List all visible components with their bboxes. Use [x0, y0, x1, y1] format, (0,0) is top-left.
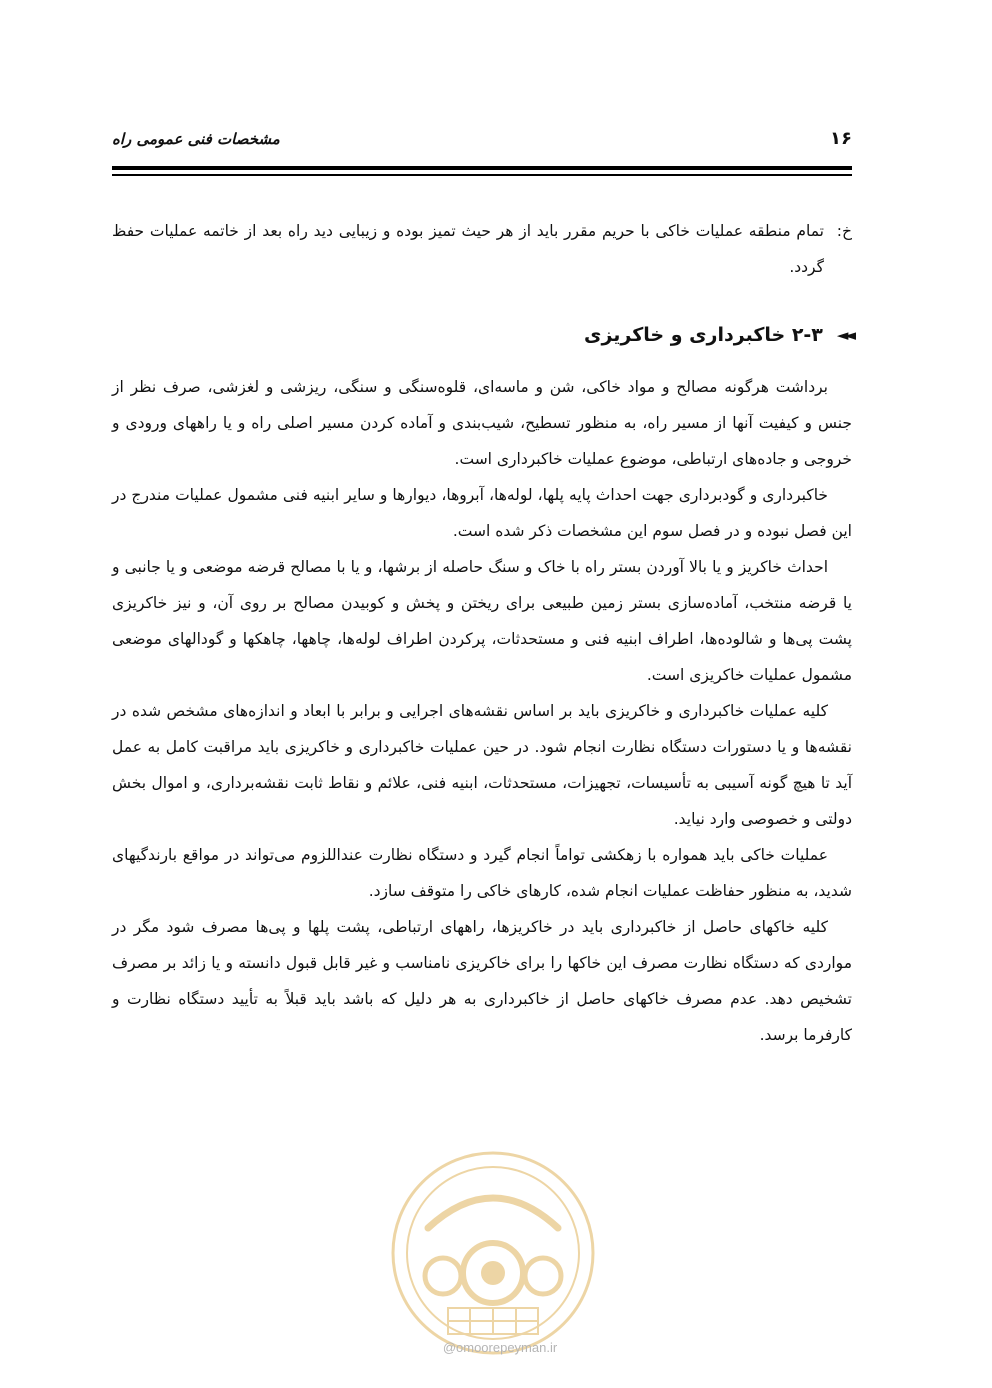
item-marker: خ: — [836, 222, 852, 240]
paragraph: برداشت هرگونه مصالح و مواد خاکی، شن و ماسه‌ای، قلوه‌سنگی و سنگی، ریزشی و لغزشی، صرف نظر از جنس و کیفیت آنها از مسیر راه، به منظور تسطیح، شیب‌بندی و آماده کردن مسیر اصلی راه و یا راههای ورودی و خروجی و جاده‌های ارتباطی، موضوع عملیات خاکبرداری است. — [112, 378, 852, 468]
paragraph: خاکبرداری و گودبرداری جهت احداث پایه پلها، لوله‌ها، آبروها، دیوارها و سایر ابنیه فنی مشمول عملیات مندرج در این فصل نبوده و در فصل سوم این مشخصات ذکر شده است. — [112, 486, 852, 540]
item-text: تمام منطقه عملیات خاکی با حریم مقرر باید از هر حیث تمیز بوده و زیبایی دید راه بعد از خاتمه عملیات حفظ گردد. — [112, 222, 824, 276]
paragraph: کلیه خاکهای حاصل از خاکبرداری باید در خاکریزها، راههای ارتباطی، پشت پلها و پی‌ها مصرف شود مگر در مواردی که دستگاه نظارت مصرف این خاکها را برای خاکریزی نامناسب و غیر قابل قبول دانسته و یا زائد بر مصرف تشخیص دهد. عدم مصرف خاکهای حاصل از خاکبرداری به هر دلیل که باشد باید قبلاً به تأیید دستگاه نظارت و کارفرما برسد. — [112, 918, 852, 1044]
paragraph: عملیات خاکی باید همواره با زهکشی تواماً انجام گیرد و دستگاه نظارت عنداللزوم می‌تواند در مواقع بارندگیهای شدید، به منظور حفاظت عملیات انجام شده، کارهای خاکی را متوقف سازد. — [112, 846, 852, 900]
running-title: مشخصات فنی عمومی راه — [112, 130, 280, 148]
double-arrow-icon: ◄◄ — [836, 326, 852, 344]
paragraph: کلیه عملیات خاکبرداری و خاکریزی باید بر اساس نقشه‌های اجرایی و برابر با ابعاد و اندازه‌های مشخص شده در نقشه‌ها و یا دستورات دستگاه نظارت انجام شود. در حین عملیات خاکبرداری و خاکریزی باید مراقبت کامل به عمل آید تا هیچ گونه آسیبی به تأسیسات، تجهیزات، مستحدثات، ابنیه فنی، علائم و نقاط ثابت نقشه‌برداری، و اموال بخش دولتی و خصوصی وارد نیاید. — [112, 702, 852, 828]
section-title: ۲-۳ خاکبرداری و خاکریزی — [584, 324, 823, 346]
page-content — [112, 213, 852, 1053]
watermark-seal-logo — [388, 1148, 598, 1358]
watermark-url: @omoorepeyman.ir — [442, 1340, 558, 1355]
header-rule-thin — [112, 174, 852, 176]
section-heading — [112, 317, 852, 353]
list-item-kh — [112, 213, 852, 285]
paragraph: احداث خاکریز و یا بالا آوردن بستر راه با خاک و سنگ حاصله از برشها، و یا با مصالح قرضه موضعی و یا جانبی و یا قرضه منتخب، آماده‌سازی بستر زمین طبیعی برای ریختن و پخش و کوبیدن مصالح بر روی آن، و نیز خاکریزی پشت پی‌ها و شالوده‌ها، اطراف ابنیه فنی و مستحدثات، پرکردن اطراف لوله‌ها، چاهها، چاهکها و گودالهای موضعی مشمول عملیات خاکریزی است. — [112, 558, 852, 684]
header-rule-thick — [112, 166, 852, 170]
page-number: ۱۶ — [830, 128, 852, 149]
page-header — [112, 128, 852, 158]
